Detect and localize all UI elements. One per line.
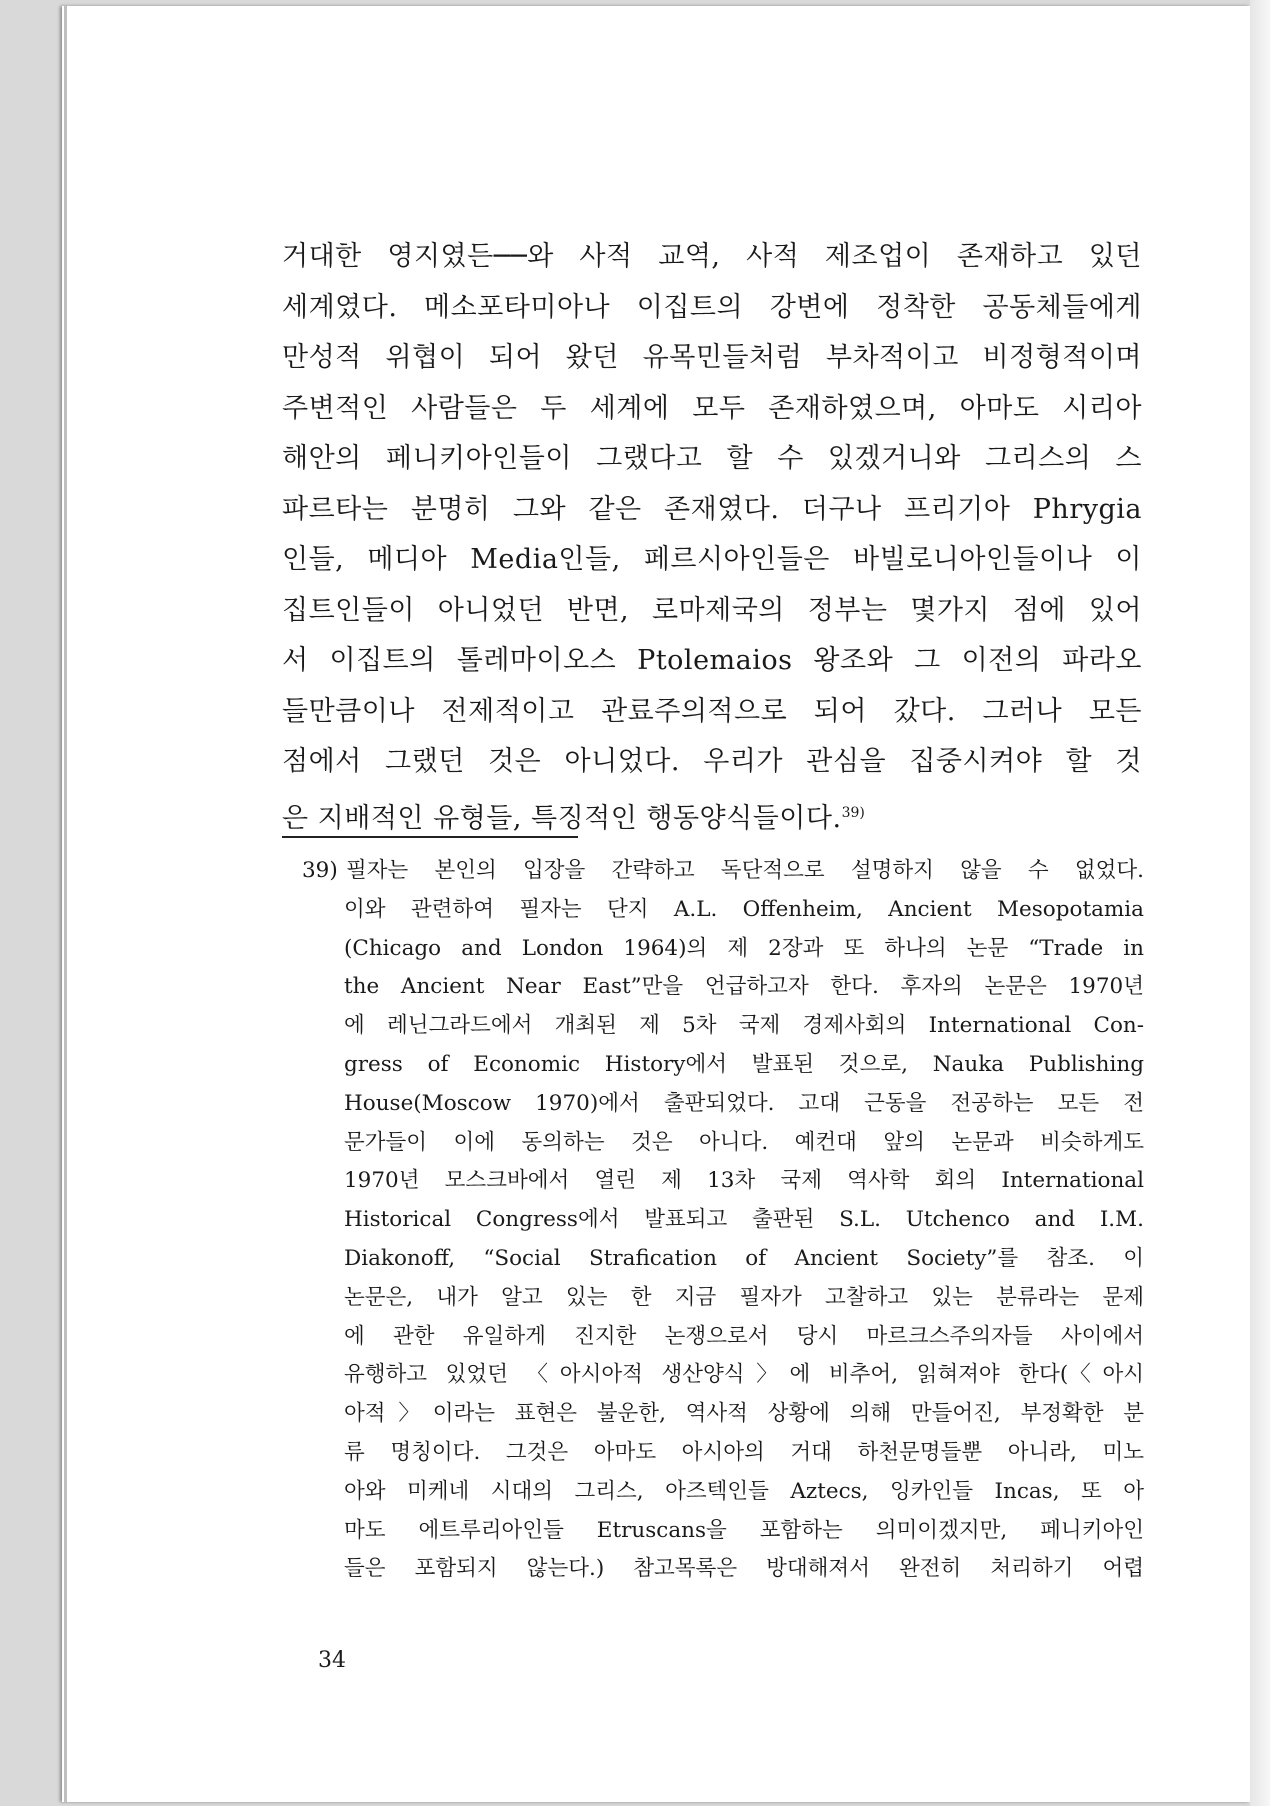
body-line-text: 은 지배적인 유형들, 특징적인 행동양식들이다. bbox=[282, 802, 842, 834]
footnote-block bbox=[302, 852, 1144, 1589]
footnote-line: 에 관한 유일하게 진지한 논쟁으로서 당시 마르크스주의자들 사이에서 bbox=[344, 1323, 1144, 1349]
footnote-line: 1970년 모스크바에서 열린 제 13차 국제 역사학 회의 International bbox=[344, 1168, 1144, 1194]
body-line: 서 이집트의 톨레마이오스 Ptolemaios 왕조와 그 이전의 파라오 bbox=[282, 645, 1142, 676]
footnote-line: 이와 관련하여 필자는 단지 A.L. Offenheim, Ancient Mesopotamia bbox=[344, 896, 1144, 922]
body-line: 집트인들이 아니었던 반면, 로마제국의 정부는 몇가지 점에 있어 bbox=[282, 594, 1142, 626]
footnote-line: the Ancient Near East”만을 언급하고자 한다. 후자의 논문은 1970년 bbox=[344, 974, 1144, 1000]
body-line: 세계였다. 메소포타미아나 이집트의 강변에 정착한 공동체들에게 bbox=[282, 291, 1142, 323]
footnote-line: 문가들이 이에 동의하는 것은 아니다. 예컨대 앞의 논문과 비슷하게도 bbox=[344, 1129, 1144, 1155]
footnote-line: Diakonoff, “Social Strafication of Ancient Society”를 참조. 이 bbox=[344, 1245, 1144, 1271]
body-line: 해안의 페니키아인들이 그랬다고 할 수 있겠거니와 그리스의 스 bbox=[282, 443, 1142, 474]
body-line-last bbox=[282, 788, 1142, 839]
page-number: 34 bbox=[318, 1648, 346, 1673]
footnote-line: 류 명칭이다. 그것은 아마도 아시아의 거대 하천문명들뿐 아니라, 미노 bbox=[344, 1439, 1144, 1465]
footnote-divider bbox=[282, 836, 578, 838]
body-line: 만성적 위협이 되어 왔던 유목민들처럼 부차적이고 비정형적이며 bbox=[282, 342, 1142, 373]
body-line: 주변적인 사람들은 두 세계에 모두 존재하였으며, 아마도 시리아 bbox=[282, 392, 1142, 424]
page-edge bbox=[64, 6, 67, 1802]
footnote-line: gress of Economic History에서 발표된 것으로, Nauka Publishing bbox=[344, 1051, 1144, 1077]
footnote-line bbox=[302, 852, 1144, 891]
footnote-line: House(Moscow 1970)에서 출판되었다. 고대 근동을 전공하는 모든 전 bbox=[344, 1090, 1144, 1116]
footnote-line-text: 필자는 본인의 입장을 간략하고 독단적으로 설명하지 않을 수 없었다. bbox=[346, 858, 1144, 883]
footnote-line: 아적〉이라는 표현은 불운한, 역사적 상황에 의해 만들어진, 부정확한 분 bbox=[344, 1401, 1144, 1427]
footnote-line: 유행하고 있었던 〈아시아적 생산양식〉에 비추어, 읽혀져야 한다(〈아시 bbox=[344, 1362, 1144, 1388]
footnote-line: (Chicago and London 1964)의 제 2장과 또 하나의 논문 “Trade in bbox=[344, 935, 1144, 961]
footnote-line: Historical Congress에서 발표되고 출판된 S.L. Utchenco and I.M. bbox=[344, 1207, 1144, 1233]
main-body-text bbox=[282, 232, 1142, 838]
body-line: 거대한 영지였든──와 사적 교역, 사적 제조업이 존재하고 있던 bbox=[282, 241, 1142, 272]
footnote-line: 마도 에트루리아인들 Etruscans을 포함하는 의미이겠지만, 페니키아인 bbox=[344, 1517, 1144, 1543]
footnote-line: 에 레닌그라드에서 개최된 제 5차 국제 경제사회의 International Con- bbox=[344, 1013, 1144, 1039]
footnote-line: 들은 포함되지 않는다.) 참고목록은 방대해져서 완전히 처리하기 어렵 bbox=[344, 1556, 1144, 1582]
footnote-line: 아와 미케네 시대의 그리스, 아즈텍인들 Aztecs, 잉카인들 Incas, 또 아 bbox=[344, 1478, 1144, 1504]
right-gutter bbox=[1250, 0, 1270, 1806]
body-line: 들만큼이나 전제적이고 관료주의적으로 되어 갔다. 그러나 모든 bbox=[282, 695, 1142, 727]
body-line: 점에서 그랬던 것은 아니었다. 우리가 관심을 집중시켜야 할 것 bbox=[282, 746, 1142, 777]
body-line: 인들, 메디아 Media인들, 페르시아인들은 바빌로니아인들이나 이 bbox=[282, 544, 1142, 575]
body-line: 파르타는 분명히 그와 같은 존재였다. 더구나 프리기아 Phrygia bbox=[282, 493, 1142, 525]
footnote-number: 39) bbox=[302, 858, 338, 883]
footnote-reference: 39) bbox=[841, 804, 865, 821]
footnote-line: 논문은, 내가 알고 있는 한 지금 필자가 고찰하고 있는 분류라는 문제 bbox=[344, 1284, 1144, 1310]
